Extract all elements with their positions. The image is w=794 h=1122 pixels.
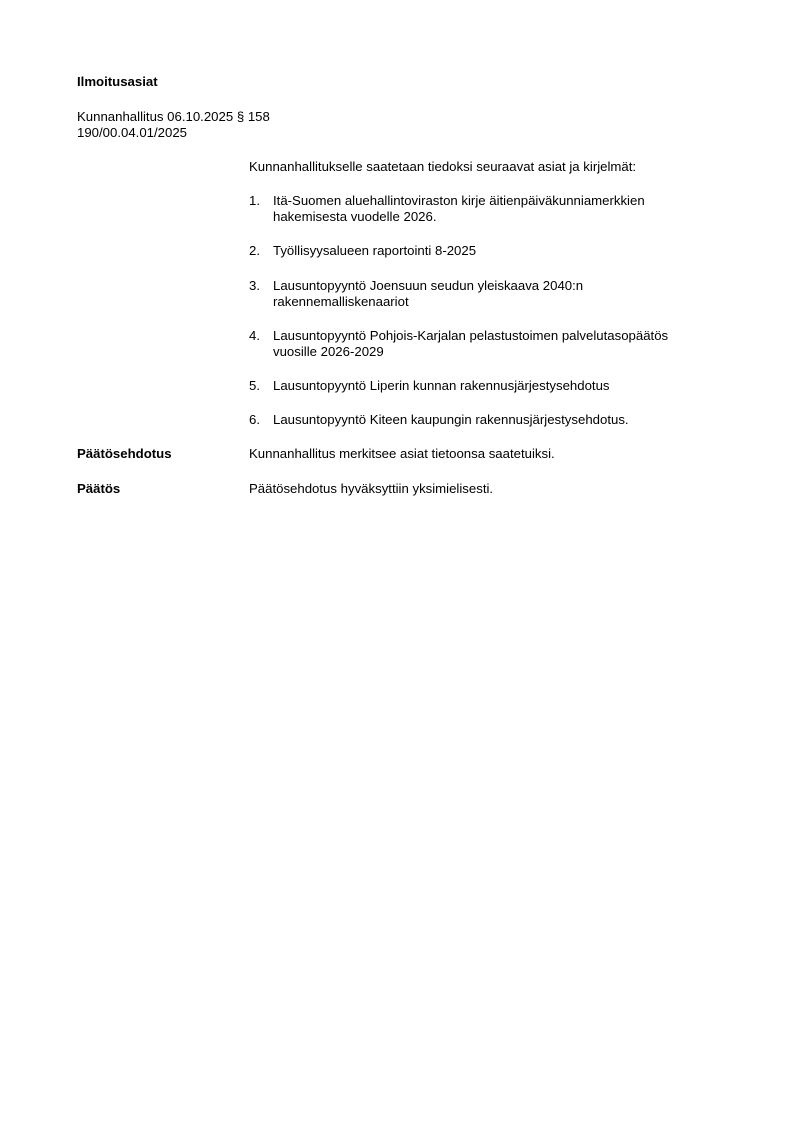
- list-item-number: 4.: [249, 328, 260, 343]
- list-item-number: 3.: [249, 278, 260, 293]
- list-item-line: Itä-Suomen aluehallintoviraston kirje äitienpäiväkunniamerkkien: [273, 193, 645, 208]
- intro-text: Kunnanhallitukselle saatetaan tiedoksi seuraavat asiat ja kirjelmät:: [249, 159, 637, 174]
- list-item-text: [273, 193, 729, 225]
- meeting-reference: Kunnanhallitus 06.10.2025 § 158: [77, 109, 270, 124]
- list-item-line: Lausuntopyyntö Liperin kunnan rakennusjärjestysehdotus: [273, 378, 610, 393]
- list-item-text: [273, 412, 729, 428]
- decision-label: Päätös: [77, 481, 121, 496]
- proposal-label: Päätösehdotus: [77, 446, 172, 461]
- list-item-number: 5.: [249, 378, 260, 393]
- decision-text: Päätösehdotus hyväksyttiin yksimielisesti.: [249, 481, 494, 496]
- list-item-number: 1.: [249, 193, 260, 208]
- list-item-text: [273, 243, 729, 259]
- list-item-text: [273, 378, 729, 394]
- list-item-line: Lausuntopyyntö Kiteen kaupungin rakennusjärjestysehdotus.: [273, 412, 629, 427]
- list-item-number: 6.: [249, 412, 260, 427]
- record-id: 190/00.04.01/2025: [77, 125, 188, 140]
- list-item-line: vuosille 2026-2029: [273, 344, 384, 359]
- list-item-line: hakemisesta vuodelle 2026.: [273, 209, 437, 224]
- list-item-number: 2.: [249, 243, 260, 258]
- list-item-text: [273, 328, 729, 360]
- list-item-line: Työllisyysalueen raportointi 8-2025: [273, 243, 477, 258]
- proposal-text: Kunnanhallitus merkitsee asiat tietoonsa saatetuiksi.: [249, 446, 555, 461]
- list-item-line: Lausuntopyyntö Joensuun seudun yleiskaava 2040:n: [273, 278, 584, 293]
- list-item-line: rakennemalliskenaariot: [273, 294, 409, 309]
- document-title: Ilmoitusasiat: [77, 74, 158, 89]
- list-item-line: Lausuntopyyntö Pohjois-Karjalan pelastustoimen palvelutasopäätös: [273, 328, 669, 343]
- list-item-text: [273, 278, 729, 310]
